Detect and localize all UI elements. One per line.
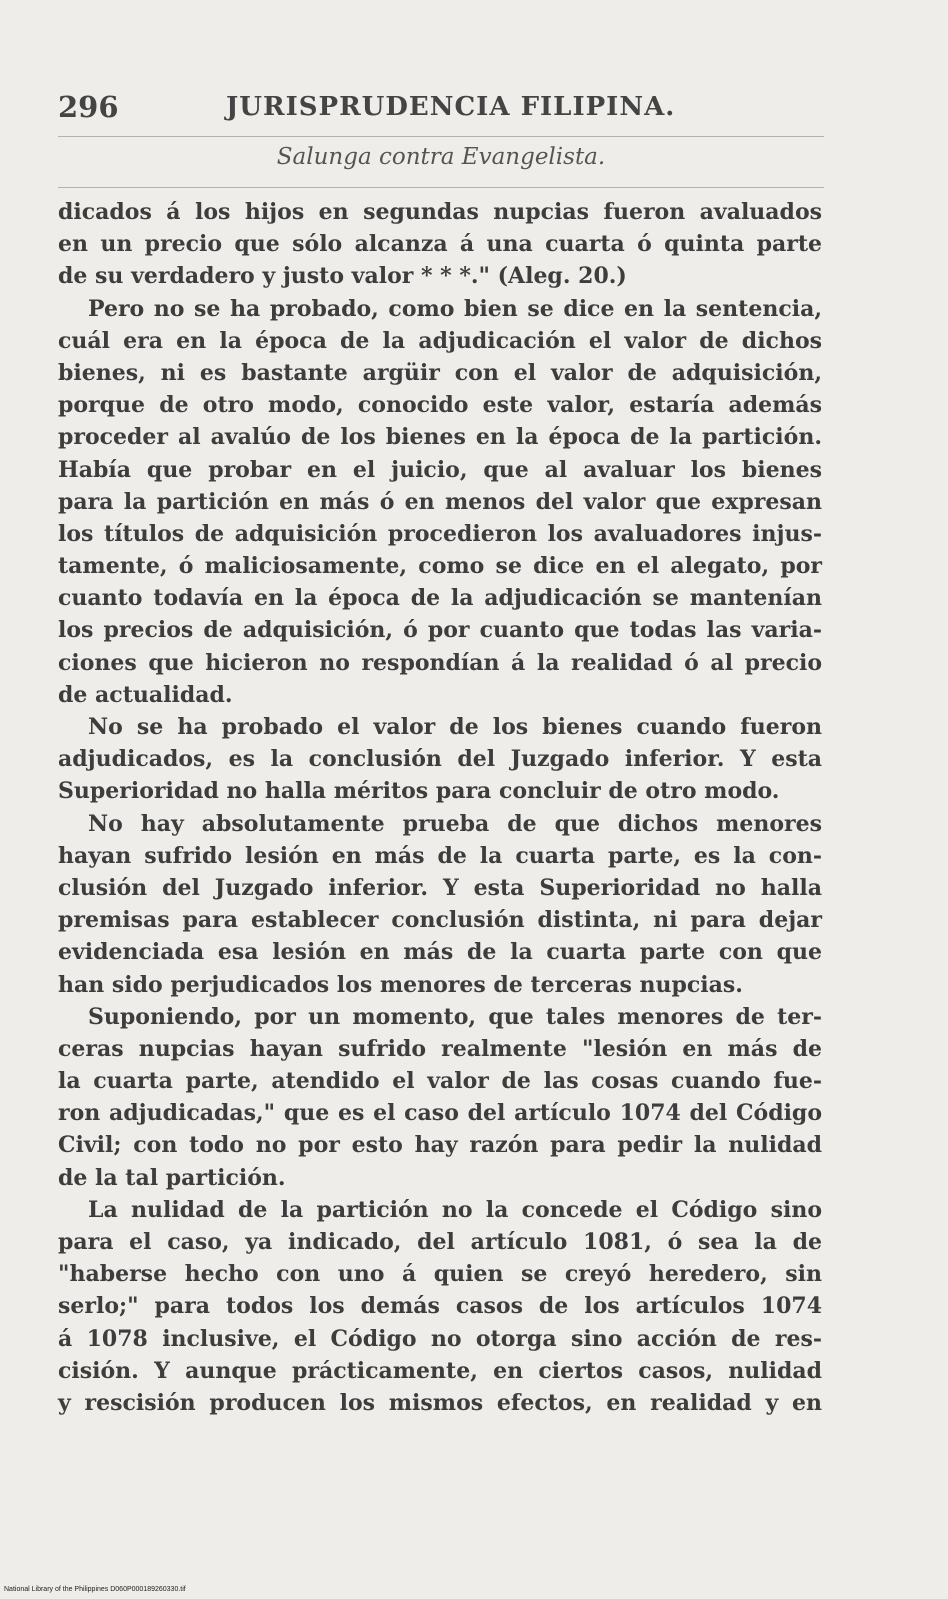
text-line: ron adjudicadas," que es el caso del artículo 1074 del Código bbox=[58, 1100, 822, 1127]
text-line: La nulidad de la partición no la concede el Código sino bbox=[88, 1196, 822, 1223]
text-line: tamente, ó maliciosamente, como se dice en el alegato, por bbox=[58, 553, 822, 580]
body-text bbox=[58, 196, 822, 1419]
text-line: han sido perjudicados los menores de terceras nupcias. bbox=[58, 971, 743, 998]
text-line: de su verdadero y justo valor * * *." (Aleg. 20.) bbox=[58, 263, 627, 290]
text-line: ciones que hicieron no respondían á la realidad ó al precio bbox=[58, 649, 822, 676]
text-line: de la tal partición. bbox=[58, 1164, 286, 1191]
text-line: evidenciada esa lesión en más de la cuarta parte con que bbox=[58, 939, 822, 966]
text-line: clusión del Juzgado inferior. Y esta Superioridad no halla bbox=[58, 874, 822, 901]
text-line: y rescisión producen los mismos efectos, en realidad y en bbox=[58, 1389, 822, 1416]
text-line: cisión. Y aunque prácticamente, en ciertos casos, nulidad bbox=[58, 1357, 822, 1384]
text-line: cuál era en la época de la adjudicación el valor de dichos bbox=[58, 327, 822, 354]
text-line: porque de otro modo, conocido este valor, estaría además bbox=[58, 392, 822, 419]
header-rule-bottom bbox=[58, 187, 824, 188]
case-title: Salunga contra Evangelista. bbox=[276, 144, 606, 170]
text-line: bienes, ni es bastante argüir con el valor de adquisición, bbox=[58, 359, 822, 386]
text-line: Suponiendo, por un momento, que tales menores de ter- bbox=[88, 1003, 822, 1030]
text-line: la cuarta parte, atendido el valor de las cosas cuando fue- bbox=[58, 1068, 822, 1095]
text-line: "haberse hecho con uno á quien se creyó heredero, sin bbox=[58, 1261, 822, 1288]
text-line: serlo;" para todos los demás casos de los artículos 1074 bbox=[58, 1293, 822, 1320]
text-line: No se ha probado el valor de los bienes cuando fueron bbox=[88, 714, 822, 740]
text-line: de actualidad. bbox=[58, 681, 233, 708]
text-line: hayan sufrido lesión en más de la cuarta parte, es la con- bbox=[58, 842, 822, 869]
text-line: adjudicados, es la conclusión del Juzgado inferior. Y esta bbox=[58, 746, 822, 773]
header-rule-top bbox=[58, 136, 824, 137]
text-line: premisas para establecer conclusión distinta, ni para dejar bbox=[58, 907, 822, 934]
text-line: los títulos de adquisición procedieron los avaluadores injus- bbox=[58, 520, 822, 547]
text-line: á 1078 inclusive, el Código no otorga sino acción de res- bbox=[58, 1325, 822, 1352]
text-line: No hay absolutamente prueba de que dichos menores bbox=[88, 810, 822, 837]
scan-credit: National Library of the Philippines D060P000189260330.tif bbox=[4, 1586, 186, 1593]
text-line: Había que probar en el juicio, que al avaluar los bienes bbox=[58, 456, 822, 483]
text-line: Civil; con todo no por esto hay razón para pedir la nulidad bbox=[58, 1132, 822, 1159]
page-number: 296 bbox=[58, 90, 119, 124]
text-line: para la partición en más ó en menos del valor que expresan bbox=[58, 488, 822, 515]
text-line: cuanto todavía en la época de la adjudicación se mantenían bbox=[58, 585, 822, 612]
text-line: Superioridad no halla méritos para concluir de otro modo. bbox=[58, 778, 780, 805]
running-title: JURISPRUDENCIA FILIPINA. bbox=[226, 92, 676, 122]
text-line: los precios de adquisición, ó por cuanto que todas las varia- bbox=[58, 617, 822, 644]
text-line: ceras nupcias hayan sufrido realmente "lesión en más de bbox=[58, 1035, 822, 1062]
text-line: dicados á los hijos en segundas nupcias fueron avaluados bbox=[58, 199, 822, 225]
text-line: Pero no se ha probado, como bien se dice en la sentencia, bbox=[88, 295, 822, 322]
page-header bbox=[58, 88, 822, 132]
text-line: para el caso, ya indicado, del artículo 1081, ó sea la de bbox=[58, 1229, 822, 1255]
text-line: en un precio que sólo alcanza á una cuarta ó quinta parte bbox=[58, 231, 822, 258]
text-line: proceder al avalúo de los bienes en la época de la partición. bbox=[58, 424, 822, 451]
